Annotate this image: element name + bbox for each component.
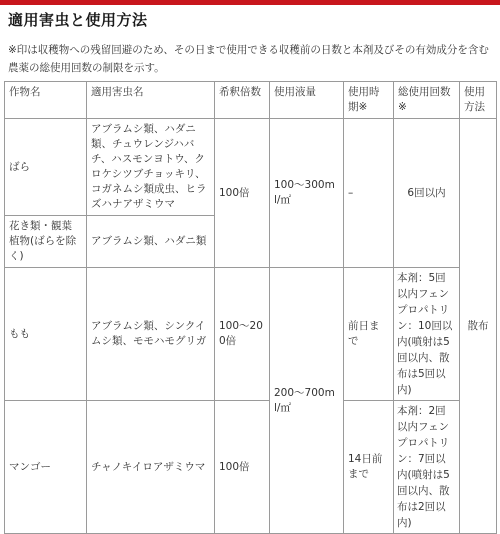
table-row-peach: [5, 268, 497, 401]
volume-cell: 200～700ml/㎡: [270, 268, 344, 534]
timing-cell: –: [344, 119, 394, 268]
dilution-cell: 100倍: [215, 119, 270, 268]
header-method: 使用方法: [460, 82, 497, 119]
pest-cell: チャノキイロアザミウマ: [87, 401, 215, 534]
total-cell: 本剤：2回以内フェンプロパトリン：7回以内(噴射は5回以内、散布は2回以内): [394, 401, 460, 534]
total-cell: 6回以内: [394, 119, 460, 268]
page-title: 適用害虫と使用方法: [8, 11, 148, 29]
timing-cell: 前日まで: [344, 268, 394, 401]
table-row-mango: [5, 401, 497, 534]
header-dilution: 希釈倍数: [215, 82, 270, 119]
header-total: 総使用回数※: [394, 82, 460, 119]
header-timing: 使用時期※: [344, 82, 394, 119]
usage-note: ※印は収穫物への残留回避のため、その日まで使用できる収穫前の日数と本剤及びその有効成分を含む農薬の総使用回数の制限を示す。: [8, 44, 489, 74]
pest-cell: アブラムシ類、シンクイムシ類、モモハモグリガ: [87, 268, 215, 401]
header-pest: 適用害虫名: [87, 82, 215, 119]
method-cell: 散布: [460, 119, 497, 534]
crop-cell: ばら: [5, 119, 87, 216]
pest-cell: アブラムシ類、ハダニ類、チュウレンジハバチ、ハスモンヨトウ、クロケシツブチョッキリ、コガネムシ類成虫、ヒラズハナアザミウマ: [87, 119, 215, 216]
accent-bar: [0, 0, 500, 5]
total-cell: 本剤：5回以内フェンプロパトリン：10回以内(噴射は5回以内、散布は5回以内): [394, 268, 460, 401]
timing-cell: 14日前まで: [344, 401, 394, 534]
crop-cell: もも: [5, 268, 87, 401]
table-row-rose: [5, 119, 497, 216]
crop-cell: 花き類・観葉植物(ばらを除く): [5, 216, 87, 268]
pest-cell: アブラムシ類、ハダニ類: [87, 216, 215, 268]
crop-cell: マンゴー: [5, 401, 87, 534]
dilution-cell: 100倍: [215, 401, 270, 534]
header-crop: 作物名: [5, 82, 87, 119]
dilution-cell: 100～200倍: [215, 268, 270, 401]
header-volume: 使用液量: [270, 82, 344, 119]
header-row: [5, 82, 497, 119]
usage-table: [4, 81, 497, 534]
volume-cell: 100～300ml/㎡: [270, 119, 344, 268]
